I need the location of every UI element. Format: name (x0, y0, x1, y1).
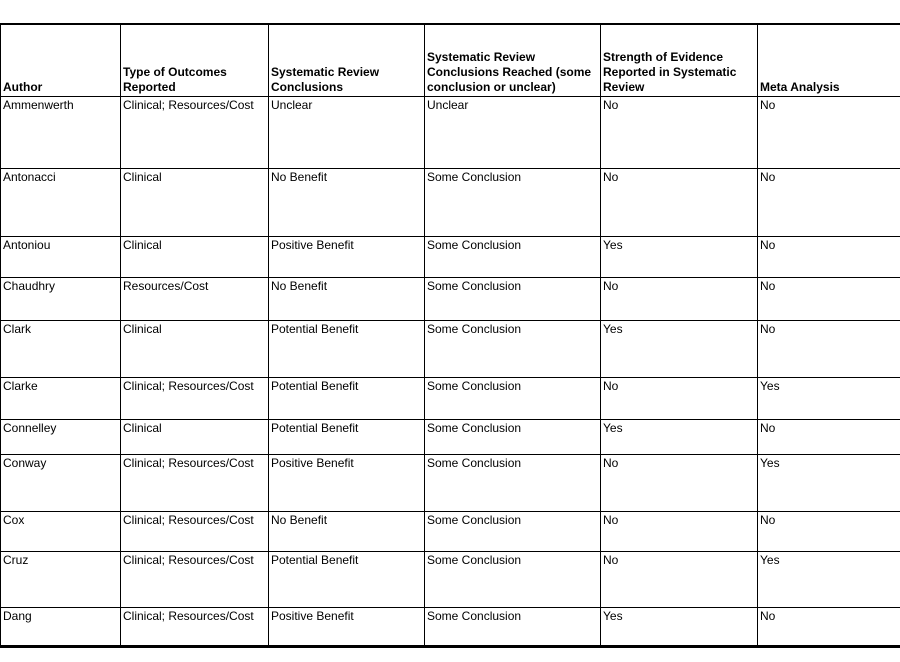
table-row (1, 277, 900, 320)
cell-meta-analysis: Yes (758, 377, 900, 419)
cell-author: Cox (1, 511, 121, 551)
cell-conclusions-reached: Some Conclusion (425, 168, 601, 236)
cell-systematic-review-conclusions: Potential Benefit (269, 377, 425, 419)
cell-strength-of-evidence: No (601, 96, 758, 168)
cell-author: Dang (1, 607, 121, 646)
cell-type-of-outcomes: Resources/Cost (121, 277, 269, 320)
table-row (1, 236, 900, 277)
column-header-type-of-outcomes: Type of Outcomes Reported (121, 24, 269, 96)
cell-conclusions-reached: Unclear (425, 96, 601, 168)
cell-author: Connelley (1, 419, 121, 454)
cell-systematic-review-conclusions: Potential Benefit (269, 419, 425, 454)
systematic-review-table (0, 23, 900, 648)
cell-type-of-outcomes: Clinical (121, 320, 269, 377)
cell-type-of-outcomes: Clinical; Resources/Cost (121, 511, 269, 551)
cell-systematic-review-conclusions: No Benefit (269, 511, 425, 551)
cell-conclusions-reached: Some Conclusion (425, 454, 601, 511)
cell-type-of-outcomes: Clinical; Resources/Cost (121, 607, 269, 646)
cell-strength-of-evidence: No (601, 168, 758, 236)
cell-conclusions-reached: Some Conclusion (425, 277, 601, 320)
cell-meta-analysis: No (758, 277, 900, 320)
header-row (1, 24, 900, 96)
cell-strength-of-evidence: Yes (601, 236, 758, 277)
cell-author: Antonacci (1, 168, 121, 236)
column-header-systematic-review-conclusions: Systematic Review Conclusions (269, 24, 425, 96)
cell-conclusions-reached: Some Conclusion (425, 551, 601, 607)
cell-author: Cruz (1, 551, 121, 607)
table-row (1, 551, 900, 607)
cell-author: Conway (1, 454, 121, 511)
cell-meta-analysis: No (758, 511, 900, 551)
column-header-strength-of-evidence: Strength of Evidence Reported in Systematic Review (601, 24, 758, 96)
cell-systematic-review-conclusions: Positive Benefit (269, 454, 425, 511)
cell-type-of-outcomes: Clinical (121, 168, 269, 236)
cell-systematic-review-conclusions: Potential Benefit (269, 320, 425, 377)
cell-author: Clarke (1, 377, 121, 419)
cell-conclusions-reached: Some Conclusion (425, 419, 601, 454)
table-row (1, 168, 900, 236)
column-header-author: Author (1, 24, 121, 96)
cell-systematic-review-conclusions: Potential Benefit (269, 551, 425, 607)
column-header-conclusions-reached: Systematic Review Conclusions Reached (some conclusion or unclear) (425, 24, 601, 96)
cell-type-of-outcomes: Clinical; Resources/Cost (121, 377, 269, 419)
cell-systematic-review-conclusions: Positive Benefit (269, 607, 425, 646)
cell-conclusions-reached: Some Conclusion (425, 320, 601, 377)
table-container (0, 23, 900, 648)
table-row (1, 511, 900, 551)
cell-systematic-review-conclusions: No Benefit (269, 277, 425, 320)
cell-meta-analysis: Yes (758, 454, 900, 511)
cell-systematic-review-conclusions: Unclear (269, 96, 425, 168)
cell-strength-of-evidence: No (601, 377, 758, 419)
cell-meta-analysis: No (758, 320, 900, 377)
cell-type-of-outcomes: Clinical; Resources/Cost (121, 96, 269, 168)
cell-meta-analysis: No (758, 419, 900, 454)
cell-strength-of-evidence: No (601, 277, 758, 320)
cell-author: Ammenwerth (1, 96, 121, 168)
cell-strength-of-evidence: No (601, 551, 758, 607)
table-row (1, 607, 900, 646)
table-row (1, 320, 900, 377)
cell-author: Chaudhry (1, 277, 121, 320)
table-row (1, 96, 900, 168)
cell-conclusions-reached: Some Conclusion (425, 607, 601, 646)
cell-conclusions-reached: Some Conclusion (425, 236, 601, 277)
cell-author: Antoniou (1, 236, 121, 277)
cell-meta-analysis: No (758, 168, 900, 236)
cell-type-of-outcomes: Clinical; Resources/Cost (121, 454, 269, 511)
cell-meta-analysis: No (758, 96, 900, 168)
cell-systematic-review-conclusions: Positive Benefit (269, 236, 425, 277)
cell-type-of-outcomes: Clinical; Resources/Cost (121, 551, 269, 607)
table-row (1, 419, 900, 454)
cell-strength-of-evidence: No (601, 511, 758, 551)
column-header-meta-analysis: Meta Analysis (758, 24, 900, 96)
table-row (1, 454, 900, 511)
cell-type-of-outcomes: Clinical (121, 236, 269, 277)
table-row (1, 377, 900, 419)
cell-meta-analysis: No (758, 236, 900, 277)
cell-meta-analysis: No (758, 607, 900, 646)
cell-strength-of-evidence: Yes (601, 320, 758, 377)
cell-strength-of-evidence: Yes (601, 419, 758, 454)
cell-conclusions-reached: Some Conclusion (425, 511, 601, 551)
cell-strength-of-evidence: Yes (601, 607, 758, 646)
cell-meta-analysis: Yes (758, 551, 900, 607)
cell-author: Clark (1, 320, 121, 377)
cell-strength-of-evidence: No (601, 454, 758, 511)
cell-type-of-outcomes: Clinical (121, 419, 269, 454)
cell-systematic-review-conclusions: No Benefit (269, 168, 425, 236)
cell-conclusions-reached: Some Conclusion (425, 377, 601, 419)
